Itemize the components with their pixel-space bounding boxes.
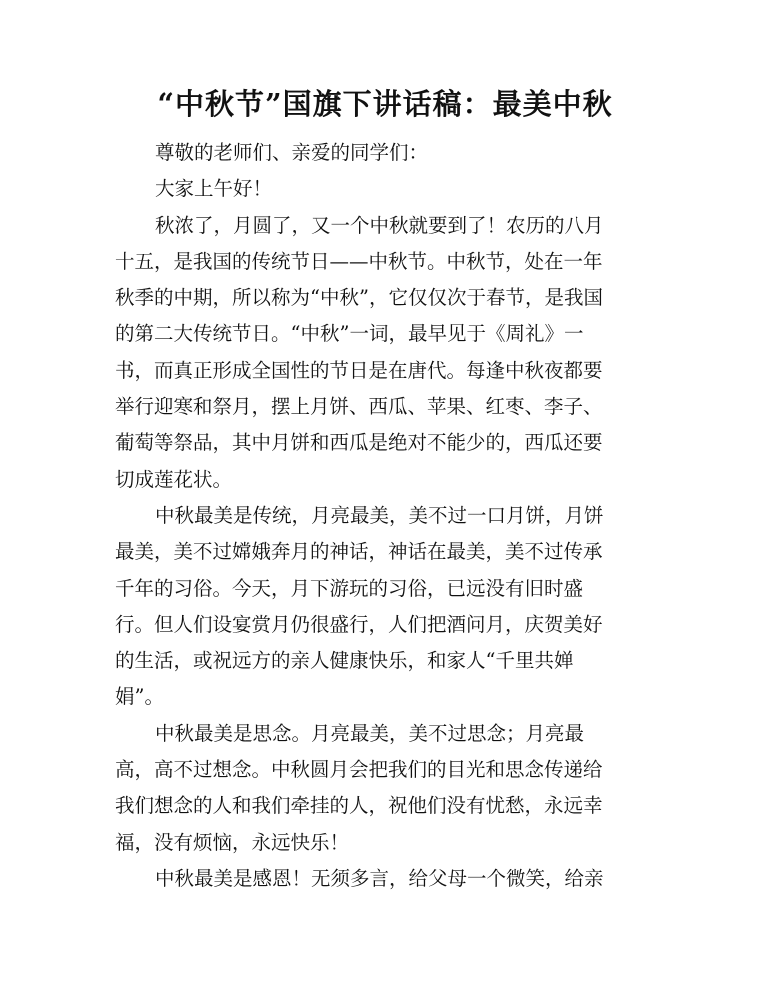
- paragraph-1-line-6: 举行迎寒和祭月，摆上月饼、西瓜、苹果、红枣、李子、: [115, 395, 603, 419]
- paragraph-1-line-8: 切成莲花状。: [115, 467, 233, 491]
- paragraph-2-line-3: 千年的习俗。今天，月下游玩的习俗，已远没有旧时盛: [115, 576, 584, 600]
- paragraph-1-line-7: 葡萄等祭品，其中月饼和西瓜是绝对不能少的，西瓜还要: [115, 431, 603, 455]
- paragraph-4-line-1: 中秋最美是感恩！无须多言，给父母一个微笑，给亲: [155, 866, 604, 890]
- paragraph-2-line-1: 中秋最美是传统，月亮最美，美不过一口月饼，月饼: [155, 503, 604, 527]
- paragraph-2-line-2: 最美，美不过嫦娥奔月的神话，神话在最美，美不过传承: [115, 540, 603, 564]
- paragraph-1-line-5: 书，而真正形成全国性的节日是在唐代。每逢中秋夜都要: [115, 358, 603, 382]
- paragraph-3-line-4: 福，没有烦恼，永远快乐！: [115, 830, 350, 854]
- document-body: [115, 135, 645, 897]
- paragraph-2-line-4: 行。但人们设宴赏月仍很盛行，人们把酒问月，庆贺美好: [115, 612, 603, 636]
- paragraph-1-line-1: 秋浓了，月圆了，又一个中秋就要到了！农历的八月: [155, 213, 604, 237]
- paragraph-2-line-6: 娟”。: [115, 685, 164, 709]
- salutation-line: 尊敬的老师们、亲爱的同学们：: [155, 141, 429, 164]
- paragraph-1-line-2: 十五，是我国的传统节日——中秋节。中秋节，处在一年: [115, 249, 603, 273]
- paragraph-3-line-3: 我们想念的人和我们牵挂的人，祝他们没有忧愁，永远幸: [115, 794, 603, 818]
- paragraph-3-line-1: 中秋最美是思念。月亮最美，美不过思念；月亮最: [155, 721, 585, 745]
- paragraph-1-line-3: 秋季的中期，所以称为“中秋”，它仅仅次于春节，是我国: [115, 286, 603, 310]
- paragraph-1-line-4: 的第二大传统节日。“中秋”一词，最早见于《周礼》一: [115, 322, 584, 346]
- greeting-line: 大家上午好！: [155, 177, 273, 201]
- document-title: “中秋节”国旗下讲话稿：最美中秋: [157, 87, 613, 121]
- paragraph-2-line-5: 的生活，或祝远方的亲人健康快乐，和家人“千里共婵: [115, 649, 574, 673]
- paragraph-3-line-2: 高，高不过想念。中秋圆月会把我们的目光和思念传递给: [115, 758, 603, 782]
